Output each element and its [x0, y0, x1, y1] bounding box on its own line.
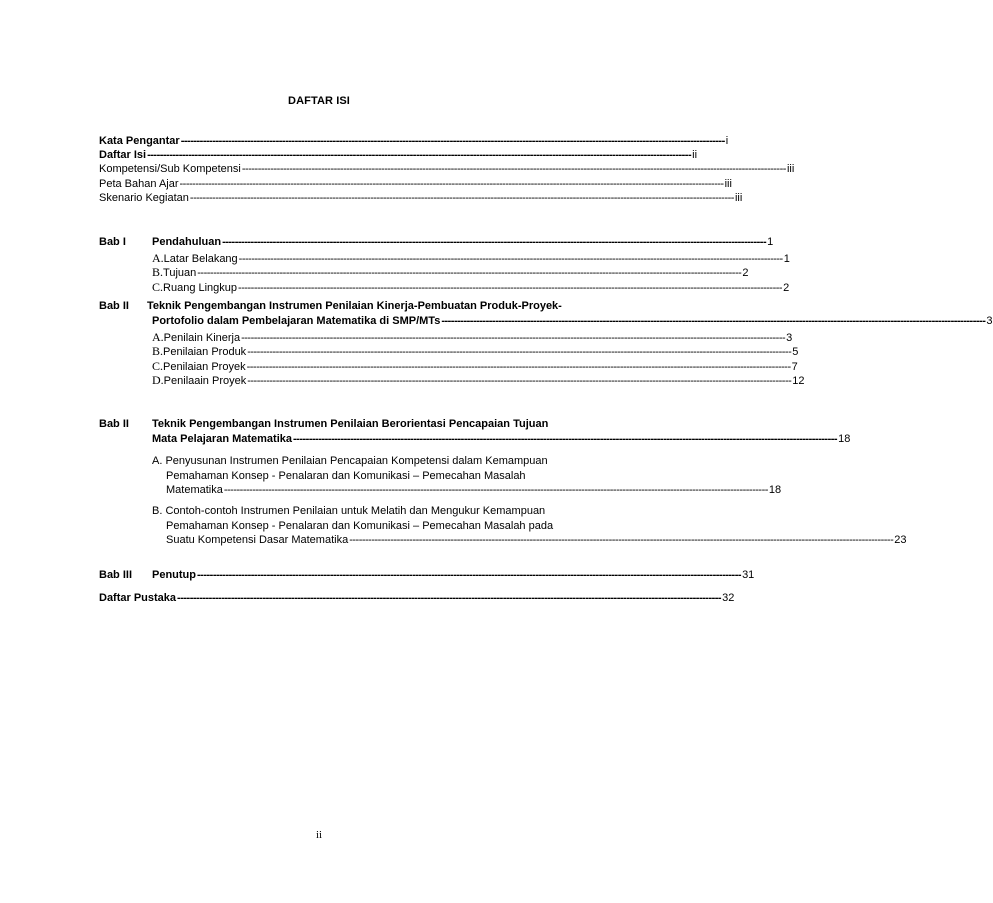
section-entry[interactable]	[152, 358, 798, 374]
toc-entry-label: Daftar Isi	[99, 149, 147, 162]
chapter-label: Bab II	[99, 300, 129, 312]
toc-page-number: 3	[986, 315, 993, 327]
section-title: Matematika	[166, 484, 223, 497]
section-letter: B.	[152, 265, 164, 280]
toc-page-number: 31	[742, 569, 755, 581]
section-title: Pemahaman Konsep - Penalaran dan Komunikasi – Pemecahan Masalah	[166, 469, 526, 482]
front-matter-list	[99, 134, 795, 205]
toc-entry-label: Daftar Pustaka	[99, 592, 177, 604]
toc-page-number: 12	[792, 375, 805, 388]
dot-leader: ----------------------------------------------------------------------------------------------------------------------------------------------------------------------------	[241, 163, 786, 176]
toc-page-number: iii	[786, 163, 795, 176]
section-entry[interactable]	[152, 265, 749, 280]
chapter-title-line[interactable]	[152, 418, 565, 433]
section-title-continued[interactable]	[152, 484, 782, 499]
section-letter: A.	[152, 250, 164, 265]
toc-entry-kompetensi[interactable]	[99, 162, 795, 176]
toc-page-number: 1	[783, 252, 790, 265]
section-title-continued	[152, 520, 565, 535]
dot-leader: ----------------------------------------------------------------------------------------------------------------------------------------------------------------------------	[180, 135, 725, 147]
section-title: B. Contoh-contoh Instrumen Penilaian untuk Melatih dan Mengukur Kemampuan	[152, 504, 546, 517]
back-matter-list	[99, 591, 735, 605]
page-number-footer: ii	[315, 829, 323, 841]
section-letter: B.	[152, 344, 164, 359]
dot-leader: ----------------------------------------------------------------------------------------------------------------------------------------------------------------------------	[177, 592, 722, 604]
dot-leader: ----------------------------------------------------------------------------------------------------------------------------------------------------------------------------	[197, 267, 742, 280]
toc-entry-kata-pengantar[interactable]	[99, 134, 729, 148]
toc-page-number: 7	[791, 360, 798, 373]
toc-entry-label: Kompetensi/Sub Kompetensi	[99, 163, 241, 176]
section-title: Ruang Lingkup	[163, 281, 238, 294]
section-entry-b[interactable]	[152, 505, 565, 520]
section-entry[interactable]	[152, 250, 790, 266]
dot-leader: ----------------------------------------------------------------------------------------------------------------------------------------------------------------------------	[247, 346, 792, 359]
section-title-continued	[152, 470, 565, 485]
dot-leader: ----------------------------------------------------------------------------------------------------------------------------------------------------------------------------	[293, 432, 838, 445]
chapter-title-line[interactable]	[152, 315, 993, 330]
chapter-title-line[interactable]	[152, 432, 851, 448]
section-entry[interactable]	[152, 373, 805, 388]
section-title: Latar Belakang	[163, 252, 238, 265]
section-title: Penilaian Proyek	[163, 360, 246, 373]
section-letter: C.	[152, 358, 164, 373]
chapter-title: Portofolio dalam Pembelajaran Matematika di SMP/MTs	[152, 315, 441, 327]
section-title-continued[interactable]	[152, 534, 907, 549]
toc-page-number: iii	[734, 191, 743, 204]
toc-page-number: 18	[768, 484, 782, 497]
toc-page-number: 2	[783, 281, 790, 294]
dot-leader: ----------------------------------------------------------------------------------------------------------------------------------------------------------------------------	[179, 177, 724, 190]
toc-page-number: 1	[767, 236, 774, 248]
chapter-title: Teknik Pengembangan Instrumen Penilaian Kinerja-Pembuatan Produk-Proyek-	[147, 300, 562, 312]
dot-leader: ----------------------------------------------------------------------------------------------------------------------------------------------------------------------------	[246, 360, 791, 373]
toc-entry-label: Kata Pengantar	[99, 135, 180, 147]
chapter-label: Bab III	[99, 569, 133, 581]
chapter-title: Pendahuluan	[152, 236, 222, 248]
toc-entry-daftar-isi[interactable]	[99, 148, 698, 162]
section-entry[interactable]	[152, 329, 793, 345]
section-letter: A.	[152, 329, 164, 344]
dot-leader: ----------------------------------------------------------------------------------------------------------------------------------------------------------------------------	[222, 236, 767, 248]
chapter-title: Teknik Pengembangan Instrumen Penilaian Berorientasi Pencapaian Tujuan	[152, 418, 549, 430]
toc-entry-peta-bahan-ajar[interactable]	[99, 177, 732, 191]
chapter-label: Bab II	[99, 418, 129, 430]
toc-page-number: ii	[692, 149, 698, 162]
chapter-label: Bab I	[99, 236, 126, 248]
chapter-title-line[interactable]	[152, 569, 755, 584]
dot-leader: ----------------------------------------------------------------------------------------------------------------------------------------------------------------------------	[238, 281, 783, 294]
page-title: DAFTAR ISI	[288, 95, 350, 107]
section-entry-a[interactable]	[152, 455, 565, 470]
chapter-title: Penutup	[152, 569, 196, 581]
dot-leader: ----------------------------------------------------------------------------------------------------------------------------------------------------------------------------	[197, 569, 742, 581]
dot-leader: ----------------------------------------------------------------------------------------------------------------------------------------------------------------------------	[441, 315, 986, 327]
section-title: Penilaian Produk	[163, 346, 247, 359]
section-title: A. Penyusunan Instrumen Penilaian Pencapaian Kompetensi dalam Kemampuan	[152, 455, 548, 468]
toc-entry-skenario-kegiatan[interactable]	[99, 191, 743, 205]
toc-page-number: 2	[742, 267, 749, 280]
section-title: Pemahaman Konsep - Penalaran dan Komunikasi – Pemecahan Masalah pada	[166, 519, 554, 532]
toc-page-number: 23	[894, 534, 907, 547]
section-title: Tujuan	[163, 267, 197, 280]
dot-leader: ----------------------------------------------------------------------------------------------------------------------------------------------------------------------------	[241, 331, 786, 344]
dot-leader: ----------------------------------------------------------------------------------------------------------------------------------------------------------------------------	[349, 534, 894, 547]
section-entry[interactable]	[152, 344, 799, 359]
section-letter: D.	[152, 373, 164, 388]
toc-entry-label: Peta Bahan Ajar	[99, 177, 179, 190]
section-title: Penilaain Proyek	[163, 375, 247, 388]
chapter-title-line[interactable]	[147, 300, 565, 315]
dot-leader: ----------------------------------------------------------------------------------------------------------------------------------------------------------------------------	[247, 375, 792, 388]
dot-leader: ----------------------------------------------------------------------------------------------------------------------------------------------------------------------------	[147, 149, 692, 162]
toc-page-number: iii	[724, 177, 732, 190]
section-letter: C.	[152, 279, 164, 294]
toc-entry-daftar-pustaka[interactable]	[99, 591, 735, 605]
toc-page-number: 5	[792, 346, 799, 359]
section-title: Penilain Kinerja	[163, 331, 241, 344]
dot-leader: ----------------------------------------------------------------------------------------------------------------------------------------------------------------------------	[223, 484, 768, 497]
toc-entry-label: Skenario Kegiatan	[99, 191, 189, 204]
chapter-title-line[interactable]	[152, 236, 774, 251]
dot-leader: ----------------------------------------------------------------------------------------------------------------------------------------------------------------------------	[238, 252, 783, 265]
section-title: Suatu Kompetensi Dasar Matematika	[166, 534, 349, 547]
chapter-title: Mata Pelajaran Matematika	[152, 432, 293, 445]
toc-page-number: 3	[786, 331, 793, 344]
dot-leader: ----------------------------------------------------------------------------------------------------------------------------------------------------------------------------	[189, 191, 734, 204]
toc-page-number: i	[725, 135, 729, 147]
toc-page-number: 18	[838, 432, 851, 445]
section-entry[interactable]	[152, 279, 790, 295]
toc-page-number: 32	[722, 592, 735, 604]
